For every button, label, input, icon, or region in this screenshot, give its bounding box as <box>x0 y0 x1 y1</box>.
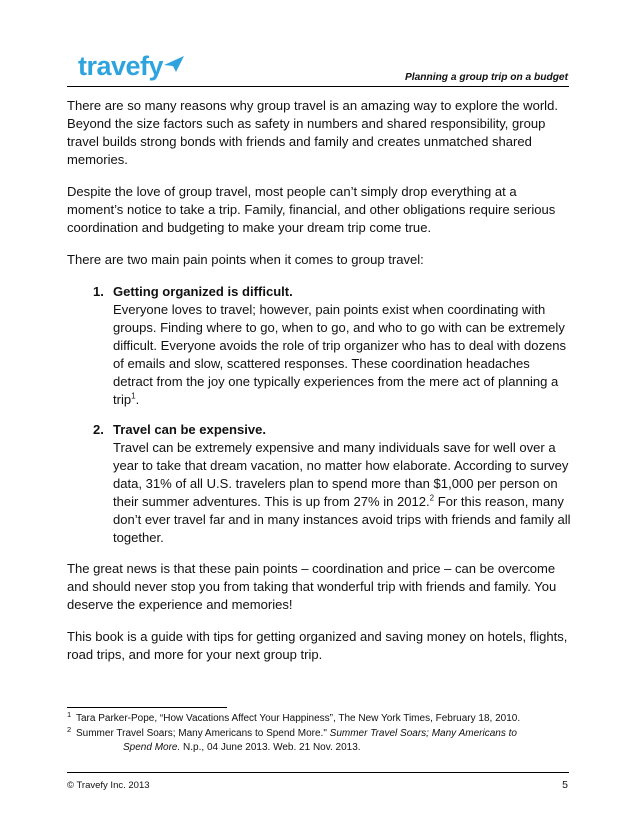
main-content <box>67 97 572 678</box>
paragraph-intro: There are so many reasons why group travel is an amazing way to explore the world. Beyond the size factors such as safety in numbers and shared responsibility, group travel builds strong bonds with friends and family and creates unmatched shared memories. <box>67 98 558 167</box>
list-text: Travel can be extremely expensive and many individuals save for well over a year to take that dream vacation, no matter how elaborate. According to survey data, 31% of all U.S. travelers plan to spend more than $1,000 per person on their summer adventures. This is up from 27% in 2012. <box>113 440 569 509</box>
paragraph-despite: Despite the love of group travel, most people can’t simply drop everything at a moment’s notice to take a trip. Family, financial, and other obligations require serious coordination and budgeting to make your dream trip come true. <box>67 184 556 235</box>
list-item <box>67 283 572 409</box>
footnote-continuation <box>76 741 572 756</box>
paragraph-guide: This book is a guide with tips for getting organized and saving money on hotels, flights, road trips, and more for your next group trip. <box>67 629 568 662</box>
footnote-divider <box>67 707 227 708</box>
list-text-tail: . <box>135 392 140 407</box>
list-heading: Getting organized is difficult. <box>113 284 293 299</box>
footnote-rest: N.p., 04 June 2013. Web. 21 Nov. 2013. <box>180 742 361 753</box>
list-text: Everyone loves to travel; however, pain points exist when coordinating with groups. Finding where to go, when to go, and who to go with can be extremely difficult. Everyone avoids the role of trip organizer who has to deal with dozens of emails and slow, scattered responses. These coordination headaches detract from the joy one typically experiences from the mere act of planning a trip <box>113 302 567 407</box>
travefy-logo <box>78 52 184 82</box>
footnote-ref: 1 <box>131 391 136 401</box>
footnote: 2 Summer Travel Soars; Many Americans to Spend More." Summer Travel Soars; Many Americans to Spend More. N.p., 04 June 2013. Web. 21 Nov. 2013. <box>67 727 572 756</box>
footnotes <box>67 712 572 756</box>
page-number: 5 <box>562 779 568 791</box>
copyright: © Travefy Inc. 2013 <box>67 780 150 791</box>
pain-points-list <box>67 283 572 547</box>
footnote: 1 Tara Parker-Pope, “How Vacations Affect Your Happiness”, The New York Times, February 18, 2010. <box>67 710 521 724</box>
list-number: 1. <box>93 284 104 299</box>
list-text-tail: For this reason, many don’t ever travel far and in many instances avoid trips with friends and family all together. <box>113 494 571 545</box>
footer-divider <box>67 772 569 773</box>
paragraph-great-news: The great news is that these pain points – coordination and price – can be overcome and should never stop you from taking that wonderful trip with friends and family. You deserve the experience and memories! <box>67 561 557 612</box>
footnote-text: Tara Parker-Pope, “How Vacations Affect Your Happiness”, The New York Times, February 18, 2010. <box>76 713 521 724</box>
list-item <box>67 421 572 547</box>
paragraph-pain-points: There are two main pain points when it comes to group travel: <box>67 252 424 267</box>
paper-plane-icon <box>164 56 184 72</box>
footnote-text: Summer Travel Soars; Many Americans to Spend More." <box>76 727 327 739</box>
header-title: Planning a group trip on a budget <box>405 72 568 83</box>
logo-wordmark: travefy <box>78 51 164 81</box>
list-heading: Travel can be expensive. <box>113 422 267 437</box>
footnote-ref: 2 <box>429 493 435 503</box>
header-divider <box>67 86 569 87</box>
footnote-title: Summer Travel Soars; Many Americans to <box>329 727 517 739</box>
footnote-title-cont: Spend More. <box>123 742 181 753</box>
list-number: 2. <box>93 422 104 437</box>
